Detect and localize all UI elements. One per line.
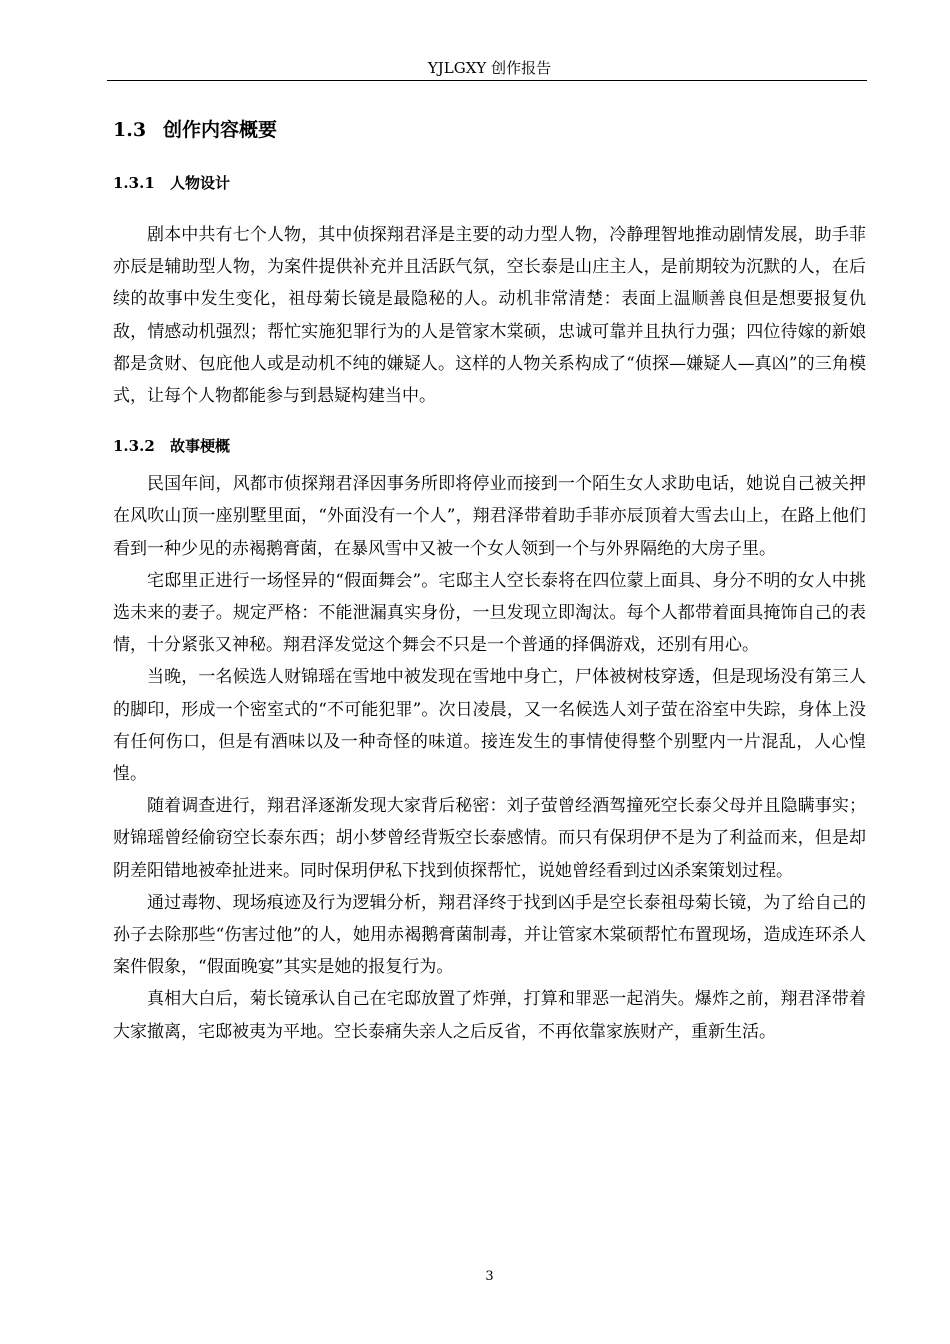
page-header: YJLGXY 创作报告 bbox=[427, 59, 552, 77]
section-heading bbox=[113, 115, 866, 145]
page-content bbox=[113, 115, 866, 1048]
section-number: 1.3 bbox=[113, 119, 147, 141]
paragraph: 剧本中共有七个人物，其中侦探翔君泽是主要的动力型人物，冷静理智地推动剧情发展，助手菲亦辰是辅助型人物，为案件提供补充并且活跃气氛，空长泰是山庄主人，是前期较为沉默的人，在后续的故事中发生变化，祖母菊长镜是最隐秘的人。动机非常清楚：表面上温顺善良但是想要报复仇敌，情感动机强烈；帮忙实施犯罪行为的人是管家木棠硕，忠诚可靠并且执行力强；四位待嫁的新娘都是贪财、包庇他人或是动机不纯的嫌疑人。这样的人物关系构成了“侦探—嫌疑人—真凶”的三角模式，让每个人物都能参与到悬疑构建当中。 bbox=[113, 225, 866, 407]
header-divider bbox=[107, 80, 867, 81]
paragraph: 宅邸里正进行一场怪异的“假面舞会”。宅邸主人空长泰将在四位蒙上面具、身分不明的女人中挑选未来的妻子。规定严格：不能泄漏真实身份，一旦发现立即淘汰。每个人都带着面具掩饰自己的表情，十分紧张又神秘。翔君泽发觉这个舞会不只是一个普通的择偶游戏，还别有用心。 bbox=[113, 570, 866, 656]
paragraph: 真相大白后，菊长镜承认自己在宅邸放置了炸弹，打算和罪恶一起消失。爆炸之前，翔君泽带着大家撤离，宅邸被夷为平地。空长泰痛失亲人之后反省，不再依靠家族财产，重新生活。 bbox=[113, 989, 866, 1042]
subsection-title: 人物设计 bbox=[170, 174, 231, 192]
paragraph: 随着调查进行，翔君泽逐渐发现大家背后秘密：刘子萤曾经酒驾撞死空长泰父母并且隐瞒事实；财锦瑶曾经偷窃空长泰东西；胡小梦曾经背叛空长泰感情。而只有保玥伊不是为了利益而来，但是却阴差阳错地被牵扯进来。同时保玥伊私下找到侦探帮忙，说她曾经看到过凶杀案策划过程。 bbox=[113, 796, 866, 881]
paragraph: 当晚，一名候选人财锦瑶在雪地中被发现在雪地中身亡，尸体被树枝穿透，但是现场没有第三人的脚印，形成一个密室式的“不可能犯罪”。次日凌晨，又一名候选人刘子萤在浴室中失踪，身体上没有任何伤口，但是有酒味以及一种奇怪的味道。接连发生的事情使得整个别墅内一片混乱，人心惶惶。 bbox=[113, 667, 866, 785]
paragraph: 民国年间，风都市侦探翔君泽因事务所即将停业而接到一个陌生女人求助电话，她说自己被关押在风吹山顶一座别墅里面，“外面没有一个人”，翔君泽带着助手菲亦辰顶着大雪去山上，在路上他们看到一种少见的赤褐鹅膏菌，在暴风雪中又被一个女人领到一个与外界隔绝的大房子里。 bbox=[113, 474, 866, 559]
section-title: 创作内容概要 bbox=[163, 119, 278, 141]
subsection-heading bbox=[113, 434, 866, 458]
page-number: 3 bbox=[485, 1269, 494, 1284]
subsection-number: 1.3.1 bbox=[113, 174, 155, 192]
subsection-title: 故事梗概 bbox=[170, 437, 231, 456]
subsection-heading bbox=[113, 171, 866, 195]
subsection-number: 1.3.2 bbox=[113, 437, 155, 456]
paragraph: 通过毒物、现场痕迹及行为逻辑分析，翔君泽终于找到凶手是空长泰祖母菊长镜，为了给自己的孙子去除那些“伤害过他”的人，她用赤褐鹅膏菌制毒，并让管家木棠硕帮忙布置现场，造成连环杀人案件假象，“假面晚宴”其实是她的报复行为。 bbox=[113, 892, 866, 978]
